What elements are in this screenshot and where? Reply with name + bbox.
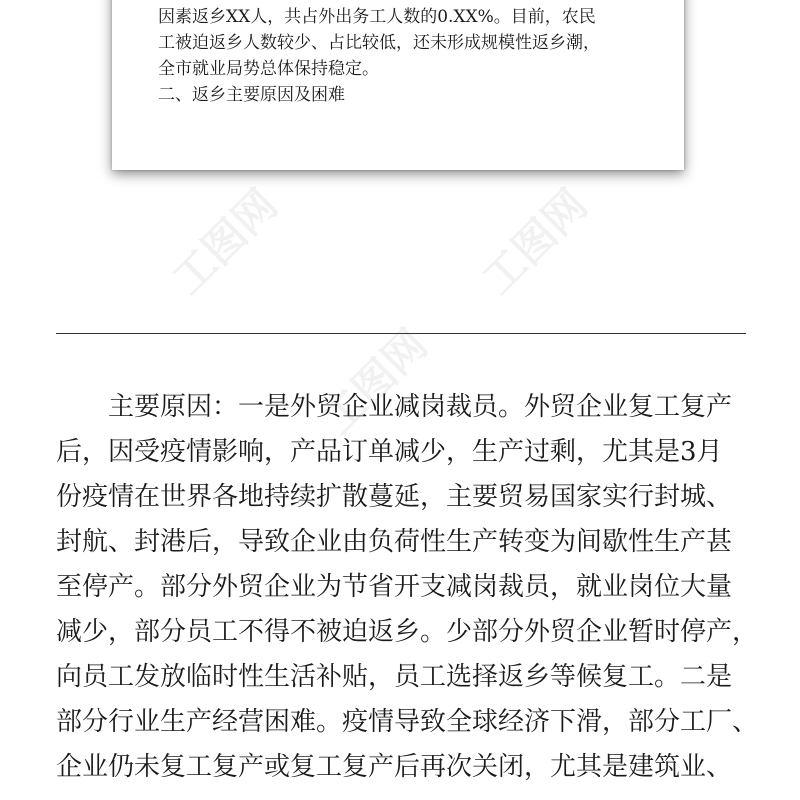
body-text-line: 主要原因：一是外贸企业减岗裁员。外贸企业复工复产 <box>108 392 733 422</box>
preview-section-heading: 二、返乡主要原因及困难 <box>158 85 345 105</box>
watermark-text: 工图网 <box>472 179 597 304</box>
body-text-line: 向员工发放临时性生活补贴，员工选择返乡等候复工。二是 <box>56 662 733 692</box>
preview-line: 全市就业局势总体保持稳定。 <box>158 59 379 79</box>
body-text-line: 至停产。部分外贸企业为节省开支减岗裁员，就业岗位大量 <box>56 572 733 602</box>
section-divider <box>56 333 746 334</box>
body-text-line: 减少，部分员工不得不被迫返乡。少部分外贸企业暂时停产， <box>56 617 759 647</box>
watermark-text: 工图网 <box>162 179 287 304</box>
preview-line: 因素返乡XX人，共占外出务工人数的0.XX%。目前，农民 <box>158 7 596 27</box>
document-preview-card <box>112 0 684 170</box>
body-text-line: 后，因受疫情影响，产品订单减少，生产过剩，尤其是3月 <box>56 437 723 467</box>
preview-line: 工被迫返乡人数较少、占比较低，还未形成规模性返乡潮， <box>158 33 600 53</box>
body-text-line: 部分行业生产经营困难。疫情导致全球经济下滑，部分工厂、 <box>56 707 759 737</box>
body-text-line: 份疫情在世界各地持续扩散蔓延，主要贸易国家实行封城、 <box>56 482 733 512</box>
watermark-text: 工图网 <box>312 319 437 444</box>
body-text-line: 封航、封港后，导致企业由负荷性生产转变为间歇性生产甚 <box>56 527 733 557</box>
body-text-line: 企业仍未复工复产或复工复产后再次关闭，尤其是建筑业、 <box>56 752 733 782</box>
